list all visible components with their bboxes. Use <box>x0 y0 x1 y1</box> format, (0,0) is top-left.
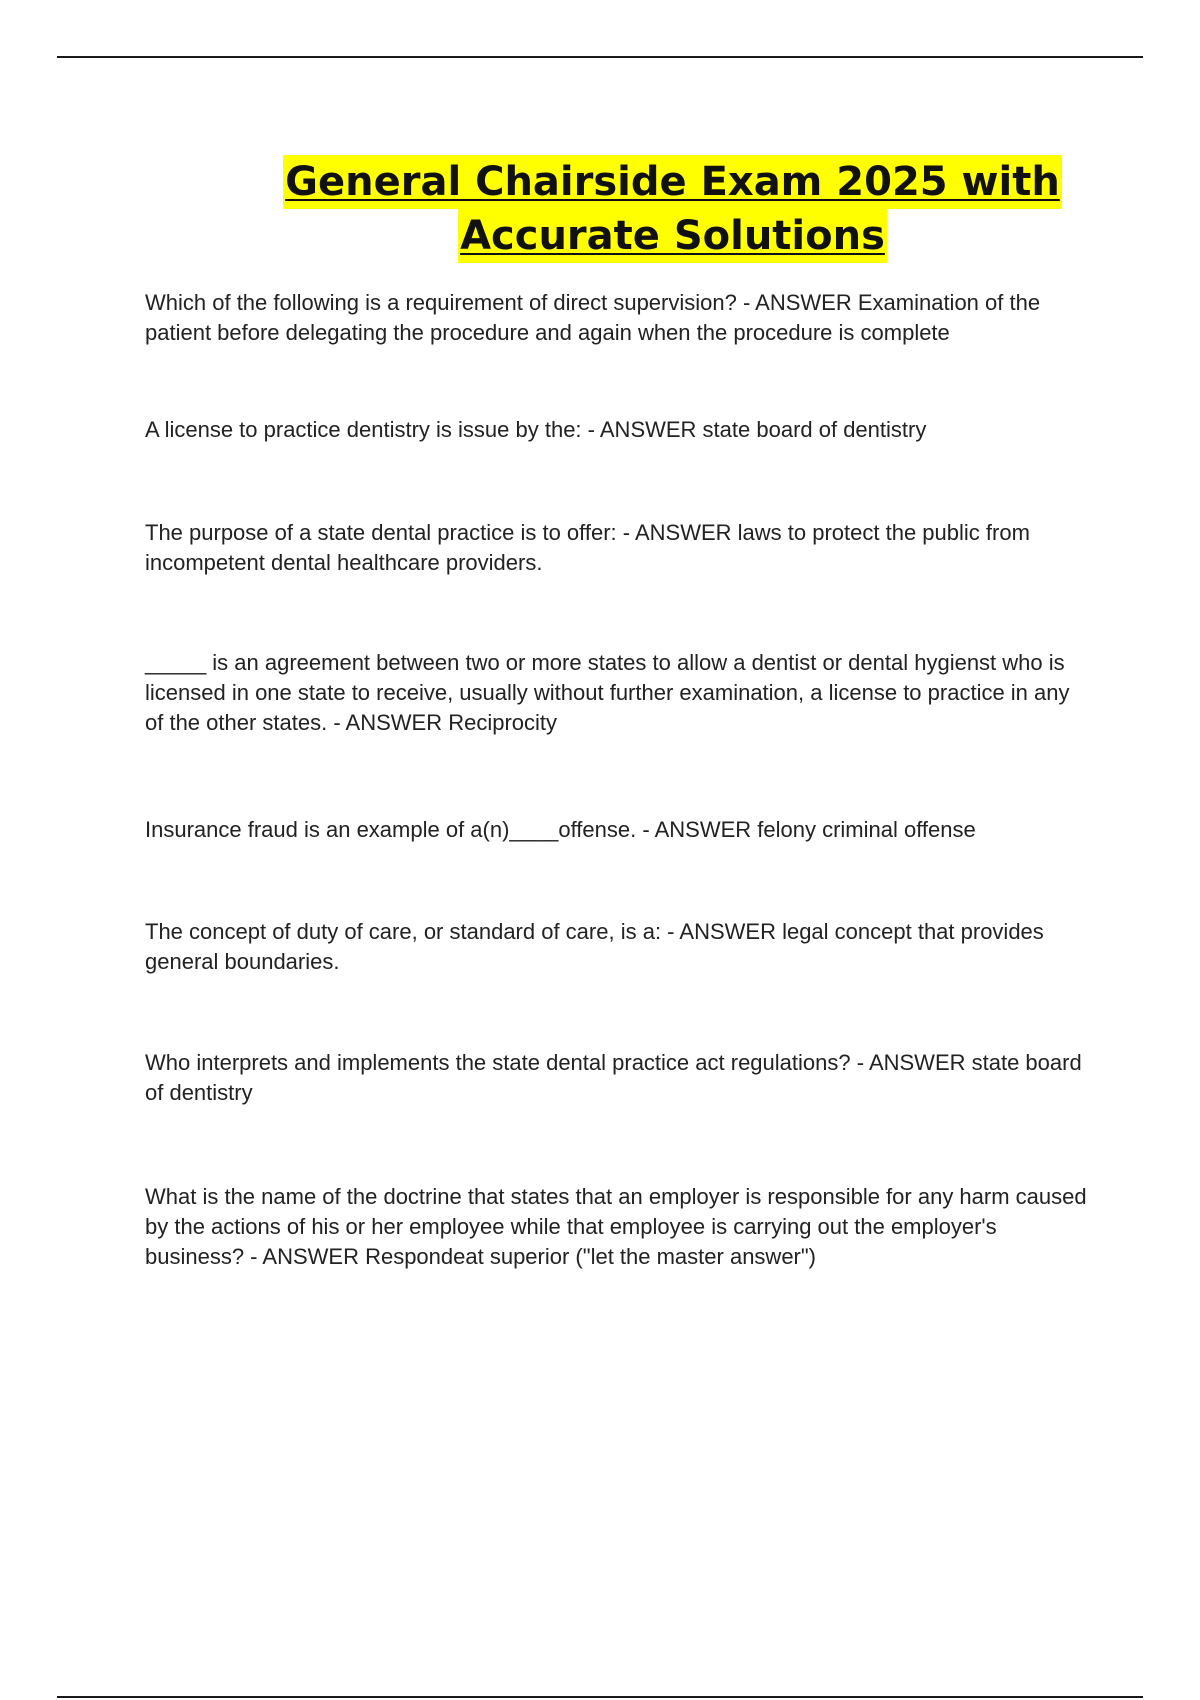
qa-item-3: The purpose of a state dental practice is to offer: - ANSWER laws to protect the public from incompetent dental healthcare providers. <box>145 520 1030 575</box>
qa-item-2: A license to practice dentistry is issue by the: - ANSWER state board of dentistry <box>145 417 927 442</box>
qa-item-6: The concept of duty of care, or standard of care, is a: - ANSWER legal concept that provides general boundaries. <box>145 919 1044 974</box>
qa-item-4: _____ is an agreement between two or more states to allow a dentist or dental hygienst who is licensed in one state to receive, usually without further examination, a license to practice in any of the other states. - ANSWER Reciprocity <box>145 650 1070 735</box>
qa-item-8: What is the name of the doctrine that states that an employer is responsible for any harm caused by the actions of his or her employee while that employee is carrying out the employer's business? - ANSWER Respondeat superior ("let the master answer") <box>145 1184 1087 1269</box>
title-line-2: Accurate Solutions <box>458 209 887 263</box>
qa-item-5: Insurance fraud is an example of a(n)____offense. - ANSWER felony criminal offense <box>145 817 976 842</box>
title-line-1: General Chairside Exam 2025 with <box>283 155 1062 209</box>
footer-rule <box>57 1696 1143 1698</box>
header-rule <box>57 56 1143 58</box>
qa-item-1: Which of the following is a requirement of direct supervision? - ANSWER Examination of the patient before delegating the procedure and again when the procedure is complete <box>145 290 1041 345</box>
document-title <box>0 155 1200 263</box>
qa-item-7: Who interprets and implements the state dental practice act regulations? - ANSWER state board of dentistry <box>145 1050 1082 1105</box>
